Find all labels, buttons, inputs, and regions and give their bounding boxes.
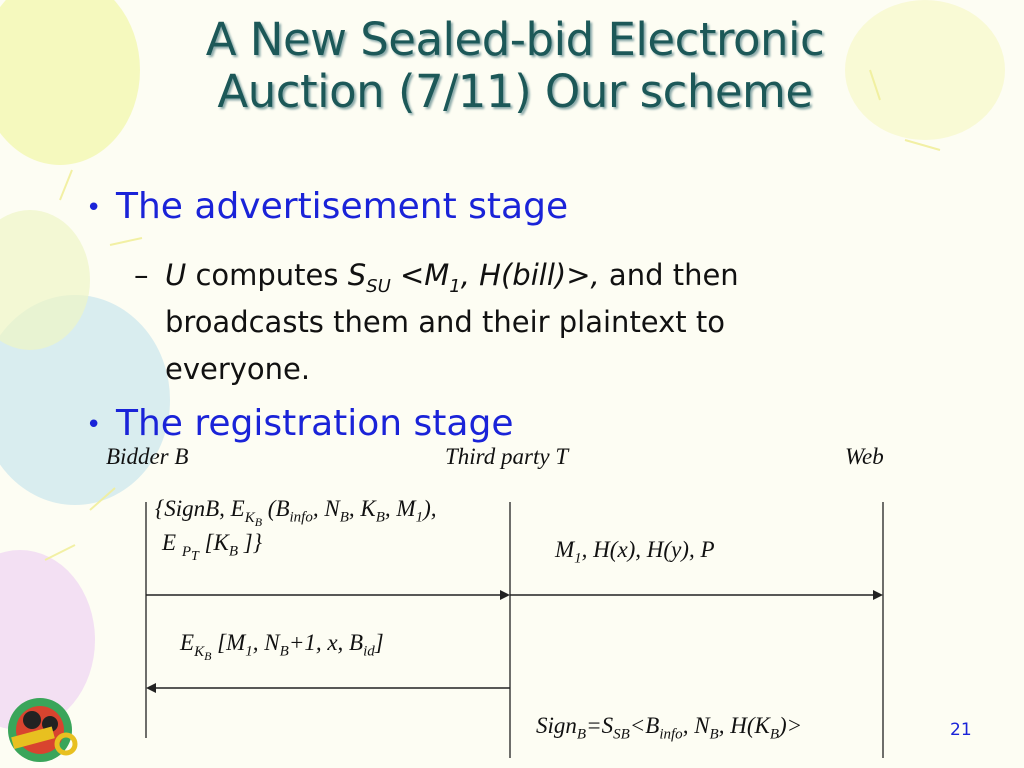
message-1-line-2: E $_{P_T}$ [$K_B$ ]}	[162, 530, 262, 564]
party-web: Web	[845, 444, 884, 469]
bullet-text: The registration stage	[116, 403, 514, 444]
party-third: Third party T	[445, 444, 569, 469]
arrowhead-t-to-b	[146, 683, 156, 693]
sub-bullet-line-1: U computes $S_{SU} <M_1$, H(bill)>, and then	[165, 258, 739, 297]
party-bidder: Bidder B	[106, 444, 189, 469]
message-1-line-1: {SignB, $E_{K_B}$ ($B_{info}$, $N_B$, $K_B$, $M_1$),	[155, 496, 437, 529]
arrowhead-b-to-t	[500, 590, 510, 600]
message-4: $Sign_B=S_{SB}<B_{info}$, $N_B$, $H(K_B)>$	[536, 713, 803, 743]
sub-bullet-line-2: broadcasts them and their plaintext to	[165, 305, 726, 339]
bullet-text: The advertisement stage	[116, 186, 569, 227]
bullet-dot-icon: •	[86, 193, 102, 223]
title-line-2: Auction (7/11) Our scheme	[217, 65, 813, 119]
sub-bullet-line-3: everyone.	[165, 352, 311, 386]
key-logo-icon	[2, 690, 84, 766]
title-line-1: A New Sealed-bid Electronic	[205, 13, 825, 66]
sub-bullet-dash: –	[134, 258, 149, 292]
bullet-dot-icon: •	[86, 410, 102, 440]
message-2: $M_1$, H(x), H(y), P	[555, 537, 715, 567]
arrowhead-t-to-web	[873, 590, 883, 600]
page-number: 21	[950, 720, 972, 740]
message-3: $E_{K_B}$ [$M_1$, $N_B+1$, x, $B_{id}$]	[180, 630, 384, 663]
